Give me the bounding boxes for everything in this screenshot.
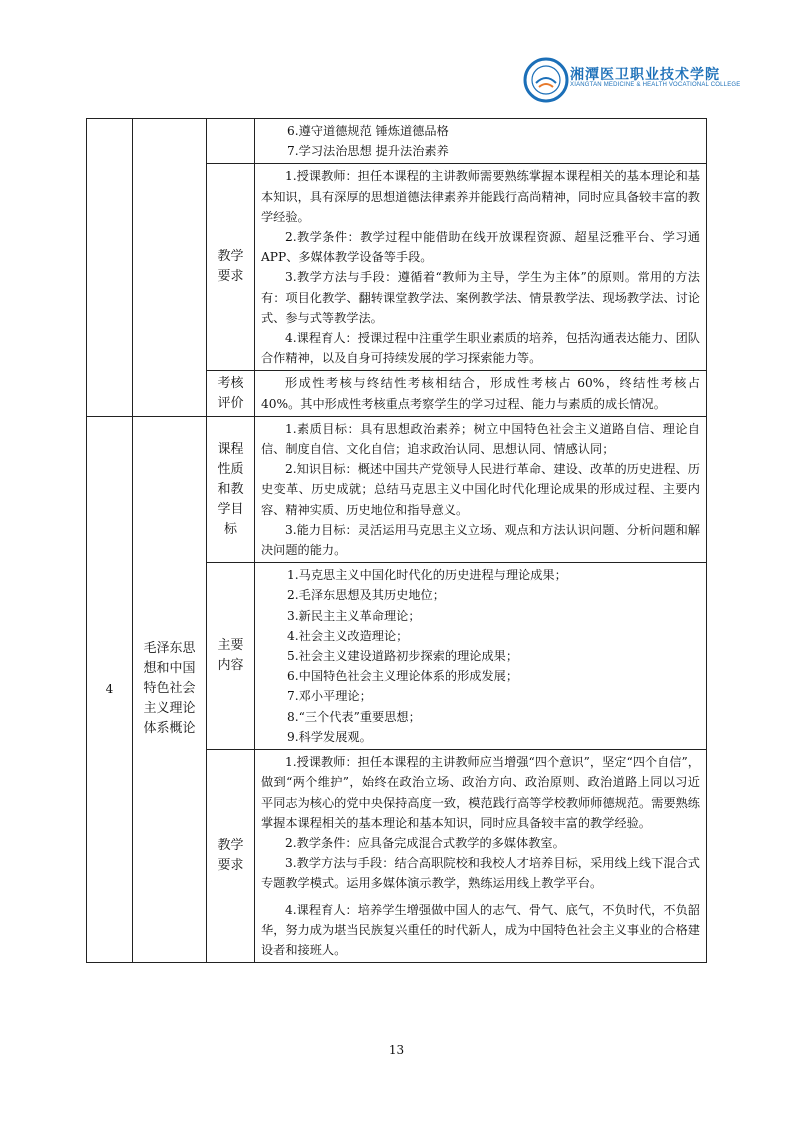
content-item: 9.科学发展观。 (287, 729, 372, 744)
paragraph: 3.能力目标：灵活运用马克思主义立场、观点和方法认识问题、分析问题和解决问题的能力。 (261, 522, 700, 558)
content-item: 1.马克思主义中国化时代化的历史进程与理论成果； (287, 568, 567, 583)
row-number-cell (87, 119, 133, 417)
row-number-cell: 4 (87, 416, 133, 962)
content-item: 6.中国特色社会主义理论体系的形成发展； (287, 669, 519, 684)
paragraph: 3.教学方法与手段：结合高职院校和我校人才培养目标，采用线上线下混合式专题教学模式。运用多媒体演示教学，熟练运用线上教学平台。 (261, 856, 700, 891)
teaching-requirements-cell (255, 164, 707, 371)
content-line: 6.遵守道德规范 锤炼道德品格 (287, 124, 449, 138)
objectives-label: 课程性质和教学目标 (207, 416, 255, 562)
paragraph: 2.教学条件：应具备完成混合式教学的多媒体教室。 (285, 835, 565, 850)
content-item: 2.毛泽东思想及其历史地位； (287, 588, 445, 603)
table-row (87, 119, 707, 164)
paragraph: 4.课程育人：授课过程中注重学生职业素质的培养，包括沟通表达能力、团队合作精神，以及自身可持续发展的学习探索能力等。 (261, 331, 700, 366)
teaching-requirements-label: 教学要求 (207, 164, 255, 371)
content-item: 3.新民主主义革命理论； (287, 608, 421, 623)
assessment-cell (255, 371, 707, 416)
paragraph: 1.素质目标：具有思想政治素养；树立中国特色社会主义道路自信、理论自信、制度自信、文化自信；追求政治认同、思想认同、情感认同； (261, 421, 700, 457)
teaching-requirements-cell (255, 750, 707, 963)
main-content-cell (255, 563, 707, 750)
college-english-name: XIANGTAN MEDICINE & HEALTH VOCATIONAL COLLEGE (570, 82, 741, 88)
college-name: 湘潭医卫职业技术学院 (570, 67, 720, 83)
assessment-label: 考核评价 (207, 371, 255, 416)
course-table (86, 118, 707, 963)
paragraph: 1.授课教师：担任本课程的主讲教师应当增强“四个意识”，坚定“四个自信”，做到“两个维护”，始终在政治立场、政治方向、政治原则、政治道路上同以习近平同志为核心的党中央保持高度一致，模范践行高等学校教师师德规范。需要熟练掌握本课程相关的基本理论和基本知识，同时应具备较丰富的教学经验。 (261, 755, 700, 830)
content-item: 5.社会主义建设道路初步探索的理论成果； (287, 649, 519, 664)
course-name-cell (133, 119, 207, 417)
objectives-cell (255, 416, 707, 562)
paragraph: 3.教学方法与手段：遵循着“教师为主导，学生为主体”的原则。常用的方法有：项目化教学、翻转课堂教学法、案例教学法、情景教学法、现场教学法、讨论式、参与式等教学法。 (261, 270, 700, 325)
paragraph: 1.授课教师：担任本课程的主讲教师需要熟练掌握本课程相关的基本理论和基本知识，具有深厚的思想道德法律素养并能践行高尚精神，同时应具备较丰富的教学经验。 (261, 169, 700, 224)
content-cell (255, 119, 707, 164)
label-cell (207, 119, 255, 164)
content-item: 8.“三个代表”重要思想； (287, 709, 421, 724)
course-name-cell: 毛泽东思想和中国特色社会主义理论体系概论 (133, 416, 207, 962)
paragraph: 2.知识目标：概述中国共产党领导人民进行革命、建设、改革的历史进程、历史变革、历史成就；总结马克思主义中国化时代化理论成果的形成过程、主要内容、精神实质、历史地位和指导意义。 (261, 462, 700, 517)
page-number: 13 (388, 1043, 405, 1057)
teaching-requirements-label: 教学要求 (207, 750, 255, 963)
content-item: 4.社会主义改造理论； (287, 628, 409, 643)
paragraph: 4.课程育人：培养学生增强做中国人的志气、骨气、底气，不负时代，不负韶华，努力成为堪当民族复兴重任的时代新人，成为中国特色社会主义事业的合格建设者和接班人。 (261, 902, 700, 957)
content-item: 7.邓小平理论； (287, 689, 372, 704)
college-emblem-icon (522, 56, 570, 104)
paragraph: 形成性考核与终结性考核相结合，形成性考核占 60%，终结性考核占 40%。其中形成性考核重点考察学生的学习过程、能力与素质的成长情况。 (261, 376, 700, 411)
content-line: 7.学习法治思想 提升法治素养 (287, 144, 449, 159)
table-row (87, 416, 707, 562)
main-content-label: 主要内容 (207, 563, 255, 750)
paragraph: 2.教学条件：教学过程中能借助在线开放课程资源、超星泛雅平台、学习通 APP、多媒体教学设备等手段。 (261, 230, 700, 265)
